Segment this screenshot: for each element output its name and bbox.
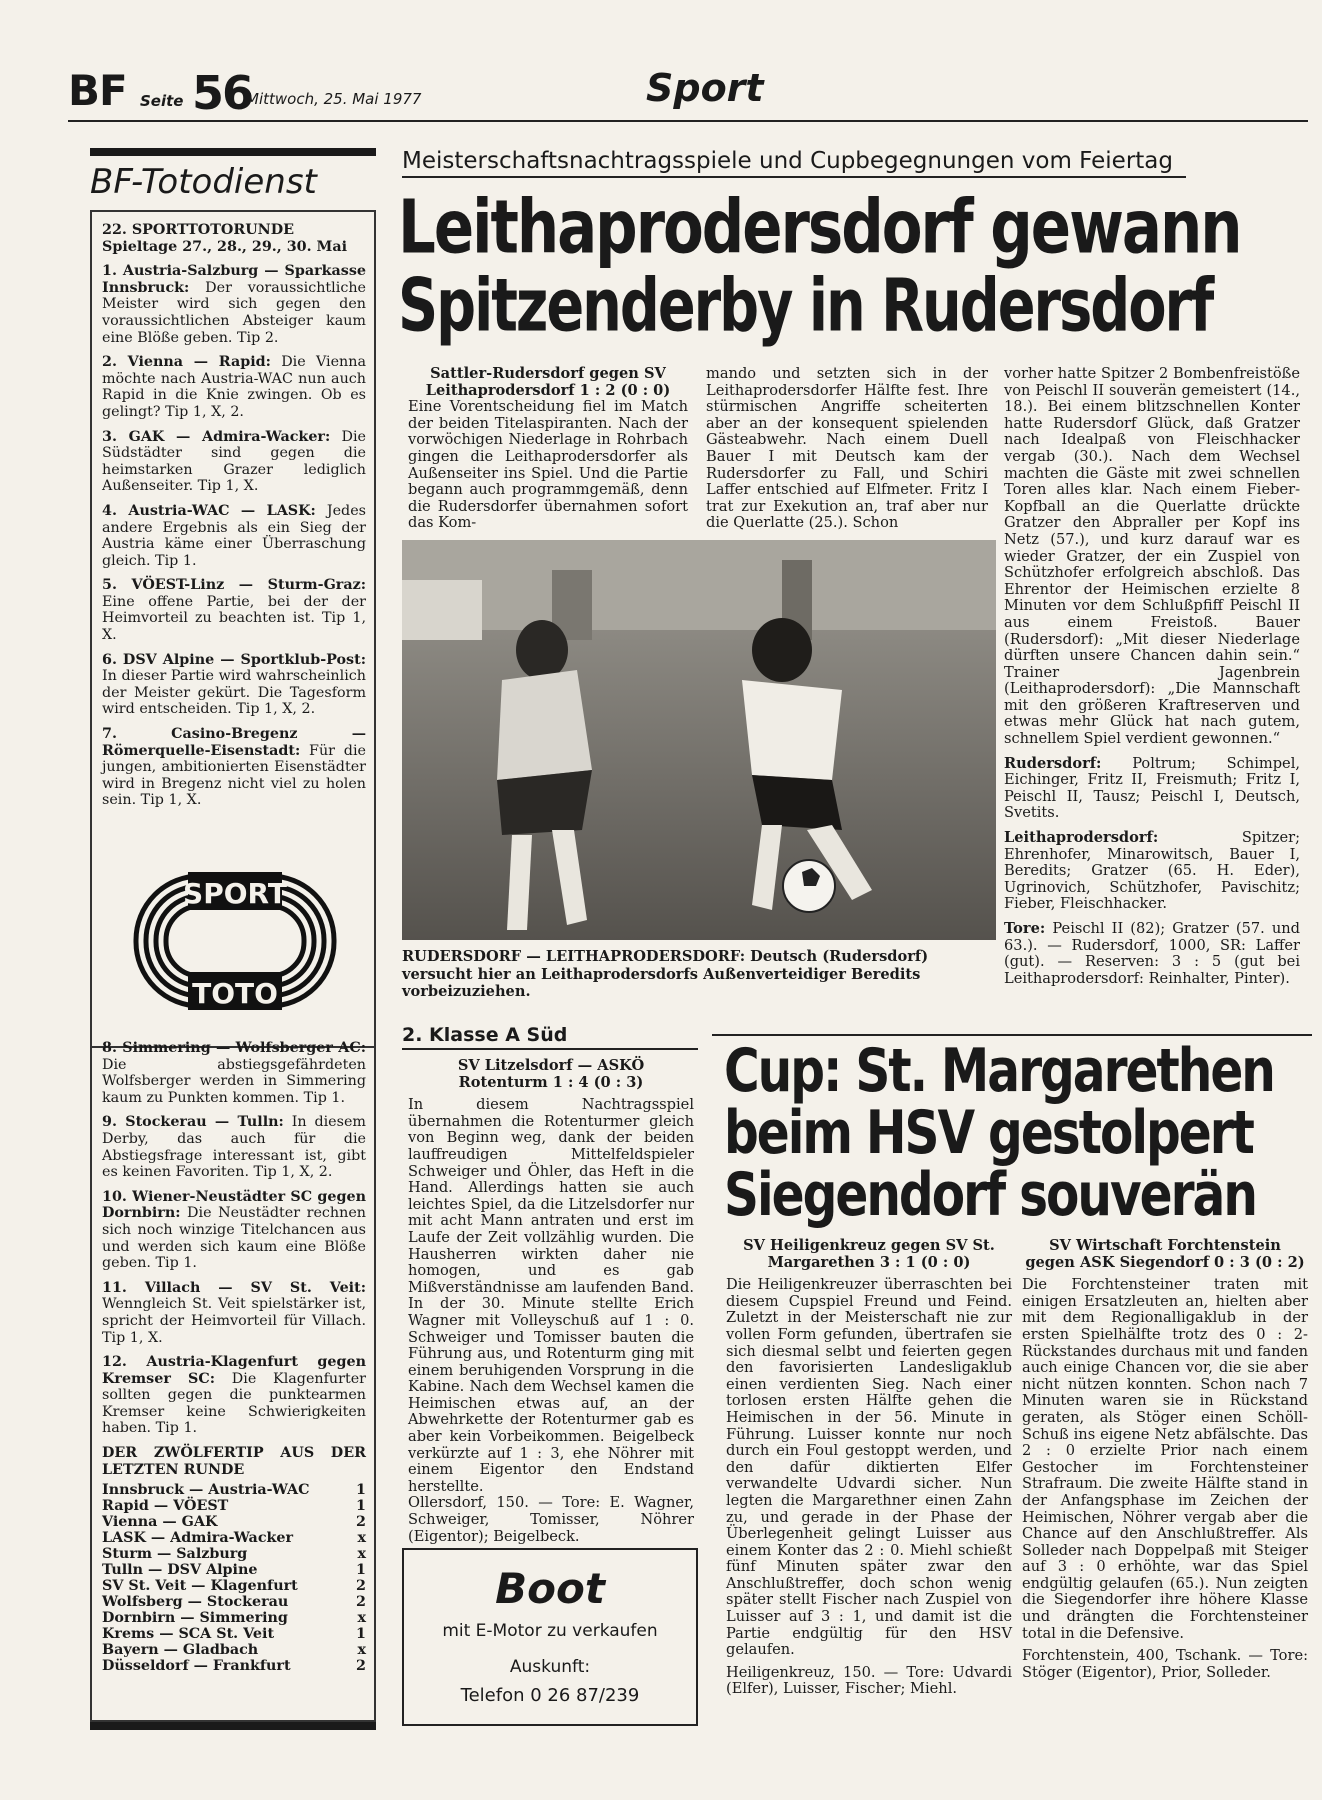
tip: 7. Casino-Bregenz — Römerquelle-Eisenstadt: Für die jungen, ambitionierten Eisenstädter wird in Bregenz nicht viel zu holen sein. Tip 1, X.	[102, 726, 366, 809]
ad-line-3: Telefon 0 26 87/239	[460, 1685, 640, 1706]
tip: 12. Austria-Klagenfurt gegen Kremser SC: Die Klagenfurter sollten gegen die punktearmen Kremser keine Schwierigkeiten haben. Tip 1.	[102, 1354, 366, 1437]
ad-line-1: mit E-Motor zu verkaufen	[442, 1621, 658, 1641]
toto-days: Spieltage 27., 28., 29., 30. Mai	[102, 238, 348, 255]
klasse-article: SV Litzelsdorf — ASKÖ Rotenturm 1 : 4 (0 : 3) In diesem Nachtragsspiel übernahmen die Rotenturmer gleich von Beginn weg, dank der beiden lauffreudigen Mittelfeldspieler Schweiger und Öhler, das Heft in die Hand. Allerdings hatten sie auch leichtes Spiel, da die Litzelsdorfer nur mit acht Mann antraten und erst im Laufe der Zeit vollzählig wurden. Die Hausherren wirkten daher nie homogen, und es gab Mißverständnisse am laufenden Band. In der 30. Minute stellte Erich Wagner mit Volleyschuß auf 1 : 0. Schweiger und Tomisser bauten die Führung aus, und Rotenturm ging mit einem beruhigenden Vorsprung in die Kabine. Nach dem Wechsel kamen die Heimischen etwas auf, an der Abwehrkette der Rotenturmer gab es aber kein Vorbeikommen. Beigelbeck verkürzte auf 1 : 3, ehe Nöhrer mit einem Eigentor den Endstand herstellte. Ollersdorf, 150. — Tore: E. Wagner, Schweiger, Tomisser, Nöhrer (Eigentor); Beigelbeck.	[408, 1057, 694, 1545]
toto-bottom-bar	[90, 1722, 376, 1730]
photo-caption: RUDERSDORF — LEITHAPRODERSDORF: Deutsch (Rudersdorf) versucht hier an Leithaprodersdorfs Außenverteidiger Beredits vorbeizuziehen.	[402, 948, 929, 1000]
table-row: Sturm — Salzburg x	[102, 1546, 366, 1563]
table-row: Innsbruck — Austria-WAC 1	[102, 1482, 366, 1499]
tip: 11. Villach — SV St. Veit: Wenngleich St. Veit spielstärker ist, spricht der Heimvorteil für Villach. Tip 1, X.	[102, 1279, 366, 1346]
sport-toto-logo	[130, 870, 340, 1012]
boat-ad	[402, 1548, 698, 1726]
table-row: Bayern — Gladbach x	[102, 1642, 366, 1659]
lead-headline-1: Leithaprodersdorf gewann	[398, 184, 1241, 271]
masthead-brand: BF	[68, 66, 127, 115]
page-number: 56	[192, 66, 253, 120]
kicker-rule	[402, 176, 1186, 178]
klasse-heading: 2. Klasse A Süd	[402, 1024, 568, 1046]
table-row: Vienna — GAK 2	[102, 1514, 366, 1531]
lead-headline-2: Spitzenderby in Rudersdorf	[398, 262, 1213, 349]
ad-title: Boot	[495, 1564, 605, 1613]
results-table	[102, 1482, 366, 1674]
toto-title: BF-Totodienst	[90, 162, 317, 202]
tip: 1. Austria-Salzburg — Sparkasse Innsbruck: Der voraussichtliche Meister wird sich gegen den voraussichtlichen Absteiger kaum eine Blöße geben. Tip 2.	[102, 263, 366, 346]
masthead-rule	[68, 120, 1308, 122]
toto-round: 22. SPORTTOTORUNDE	[102, 222, 295, 238]
table-row: Wolfsberg — Stockerau 2	[102, 1594, 366, 1611]
lead-col1: Sattler-Rudersdorf gegen SV Leithaprodersdorf 1 : 2 (0 : 0) Eine Vorentscheidung fiel im Match der beiden Titelaspiranten. Nach der vorwöchigen Niederlage in Rohrbach gingen die Leithaprodersdorfer als Außenseiter ins Spiel. Und die Partie begann auch programmgemäß, denn die Rudersdorfer übernahmen sofort das Kom-	[408, 365, 688, 532]
issue-date: Mittwoch, 25. Mai 1977	[246, 90, 422, 108]
tip: 8. Simmering — Wolfsberger AC: Die abstiegsgefährdeten Wolfsberger werden in Simmering kaum zu Punkten kommen. Tip 1.	[102, 1040, 366, 1106]
results-title: DER ZWÖLFERTIP AUS DER LETZTEN RUNDE	[102, 1445, 366, 1478]
toto-top-bar	[90, 148, 376, 156]
tip: 10. Wiener-Neustädter SC gegen Dornbirn: Die Neustädter rechnen sich noch winzige Titelchancen aus und werden sich kaum eine Blöße geben. Tip 1.	[102, 1188, 366, 1272]
table-row: Dornbirn — Simmering x	[102, 1610, 366, 1627]
cup-headline-1: Cup: St. Margarethen	[724, 1036, 1274, 1106]
tip: 2. Vienna — Rapid: Die Vienna möchte nach Austria-WAC nun auch Rapid in die Knie zwingen. Ob es gelingt? Tip 1, X, 2.	[102, 354, 366, 420]
klasse-match-head: SV Litzelsdorf — ASKÖ Rotenturm 1 : 4 (0 : 3)	[457, 1057, 645, 1091]
tip: 6. DSV Alpine — Sportklub-Post: In dieser Partie wird wahrscheinlich der Meister gekürt. Die Tagesform wird entscheiden. Tip 1, X, 2.	[102, 651, 366, 718]
logo-toto-text: TOTO	[192, 977, 278, 1010]
toto-tips-lower	[102, 1040, 366, 1674]
lead-col2: mando und setzten sich in der Leithaprodersdorfer Hälfte fest. Ihre stürmischen Angriffe scheiterten aber an der konsequent spielenden Gästeabwehr. Nach einem Duell Bauer I mit Deutsch kam der Rudersdorfer zu Fall, und Schiri Laffer entschied auf Elfmeter. Fritz I trat zur Exekution an, traf aber nur die Querlatte (25.). Schon	[706, 365, 988, 532]
page-label: Seite	[140, 92, 184, 110]
cup-article-b: SV Wirtschaft Forchtenstein gegen ASK Siegendorf 0 : 3 (0 : 2) Die Forchtensteiner traten mit einigen Ersatzleuten an, hielten aber mit dem Regionalligaklub in der ersten Spielhälfte trotz des 0 : 2-Rückstandes durchaus mit und fanden auch einige Chancen vor, die sie aber nicht nützen konnten. Schon nach 7 Minuten waren sie in Rückstand geraten, als Stöger einen Schöll-Schuß ins eigene Netz abfälschte. Das 2 : 0 erzielte Prior nach einem Gestocher im Forchtensteiner Strafraum. Die zweite Hälfte stand in der Anfangsphase im Zeichen der Heimischen, Nöhrer vergab aber die Chance auf den Anschlußtreffer. Als Solleder nach Doppelpaß mit Steiger auf 3 : 0 erhöhte, war das Spiel endgültig gelaufen (65.). Nun zeigten die Siegendorfer ihre höhere Klasse und drängten die Forchtensteiner total in die Defensive. Forchtenstein, 400, Tschank. — Tore: Stöger (Eigentor), Prior, Solleder.	[1022, 1237, 1308, 1681]
table-row: Düsseldorf — Frankfurt 2	[102, 1658, 366, 1675]
toto-tips-upper	[102, 222, 366, 817]
klasse-rule	[402, 1048, 698, 1050]
lead-col3: vorher hatte Spitzer 2 Bombenfreistöße von Peischl II souverän gemeistert (14., 18.). Bei einem blitzschnellen Konter hatte Rudersdorf Glück, daß Gratzer nach Idealpaß von Fleischhacker vergab (30.). Nach dem Wechsel machten die Gäste mit zwei schnellen Toren alles klar. Nach einem Fieber-Kopfball an die Querlatte drückte Gratzer den Abpraller per Kopf ins Netz (57.), und kurz darauf war es wieder Gratzer, der ein Zuspiel von Schützhofer erfolgreich abschloß. Das Ehrentor der Heimischen erzielte 8 Minuten vor dem Schlußpfiff Peischl II aus einem Freistoß. Bauer (Rudersdorf): „Mit dieser Niederlage dürften unsere Chancen dahin sein.“ Trainer Jagenbrein (Leithaprodersdorf): „Die Mannschaft mit den größeren Kraftreserven und etwas mehr Glück hat nach gutem, schnellem Spiel verdient gewonnen.“ Rudersdorf: Poltrum; Schimpel, Eichinger, Fritz II, Freismuth; Fritz I, Peischl II, Tausz; Peischl I, Deutsch, Svetits. Leithaprodersdorf: Spitzer; Ehrenhofer, Minarowitsch, Bauer I, Beredits; Gratzer (65. H. Eder), Ugrinovich, Schützhofer, Pavischitz; Fieber, Fleischhacker. Tore: Peischl II (82); Gratzer (57. und 63.). — Rudersdorf, 1000, SR: Laffer (gut). — Reserven: 3 : 5 (gut bei Leithaprodersdorf: Reinhalter, Pinter).	[1004, 365, 1301, 987]
table-row: Rapid — VÖEST 1	[102, 1498, 366, 1515]
table-row: Tulln — DSV Alpine 1	[102, 1562, 366, 1579]
cup-headline-2: beim HSV gestolpert	[724, 1098, 1253, 1168]
cup-a-head: SV Heiligenkreuz gegen SV St. Margarethen 3 : 1 (0 : 0)	[743, 1237, 995, 1271]
cup-headline-3: Siegendorf souverän	[724, 1160, 1256, 1230]
cup-b-head: SV Wirtschaft Forchtenstein gegen ASK Siegendorf 0 : 3 (0 : 2)	[1025, 1237, 1305, 1271]
section-title: Sport	[646, 66, 764, 110]
match-photo	[402, 540, 996, 940]
table-row: LASK — Admira-Wacker x	[102, 1530, 366, 1547]
lead-kicker: Meisterschaftsnachtragsspiele und Cupbegegnungen vom Feiertag	[402, 148, 1174, 174]
logo-sport-text: SPORT	[183, 877, 287, 910]
lead-match-head: Sattler-Rudersdorf gegen SV Leithaprodersdorf 1 : 2 (0 : 0)	[425, 365, 671, 399]
tip: 5. VÖEST-Linz — Sturm-Graz: Eine offene Partie, bei der der Heimvorteil zu beachten ist. Tip 1, X.	[102, 577, 366, 644]
tip: 4. Austria-WAC — LASK: Jedes andere Ergebnis als ein Sieg der Austria käme einer Überraschung gleich. Tip 1.	[102, 502, 367, 569]
ad-line-2: Auskunft:	[509, 1657, 591, 1677]
table-row: Krems — SCA St. Veit 1	[102, 1626, 366, 1643]
tip: 3. GAK — Admira-Wacker: Die Südstädter sind gegen die heimstarken Grazer lediglich Außenseiter. Tip 1, X.	[102, 428, 366, 495]
cup-article-a: SV Heiligenkreuz gegen SV St. Margarethen 3 : 1 (0 : 0) Die Heiligenkreuzer überraschten bei diesem Cupspiel Freund und Feind. Zuletzt in der Meisterschaft nie zur vollen Form gefunden, übertrafen sie sich diesmal selbt und feierten gegen den favorisierten Landesligaklub einen verdienten Sieg. Nach einer torlosen ersten Hälfte gehen die Heimischen in der 56. Minute in Führung. Luisser konnte nur noch durch ein Foul gestoppt werden, und den dafür diktierten Elfer verwandelte Udvardi sicher. Nun legten die Margarethner einen Zahn zu, und gerade in der Phase der Überlegenheit gelingt Luisser aus einem Konter das 2 : 0. Miehl schießt fünf Minuten später zwar den Anschlußtreffer, doch schon wenig später stellt Fischer nach Zuspiel von Luisser auf 3 : 1, und damit ist die Partie endgültig für den HSV gelaufen. Heiligenkreuz, 150. — Tore: Udvardi (Elfer), Luisser, Fischer; Miehl.	[726, 1237, 1012, 1698]
table-row: SV St. Veit — Klagenfurt 2	[102, 1578, 366, 1595]
tip: 9. Stockerau — Tulln: In diesem Derby, das auch für die Abstiegsfrage interessant ist, gibt es keinen Favoriten. Tip 1, X, 2.	[102, 1114, 366, 1181]
